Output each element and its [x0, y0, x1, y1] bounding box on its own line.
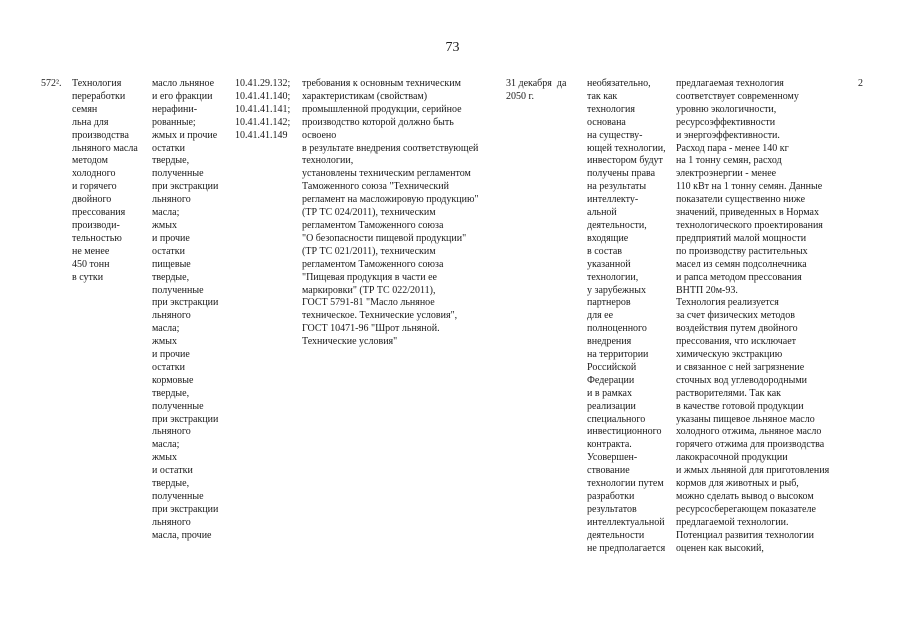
- text-line: специального: [587, 413, 646, 425]
- text-line: в сутки: [72, 271, 104, 283]
- requirements-column: [302, 78, 479, 349]
- text-line: соответствует современному: [676, 90, 799, 102]
- text-line: жмых: [152, 452, 177, 464]
- text-line: масло льняное: [152, 78, 215, 89]
- text-line: "Пищевая продукция в части ее: [302, 271, 437, 283]
- text-line: 31 декабря да: [506, 78, 567, 89]
- justification-column: [676, 78, 829, 556]
- text-line: у зарубежных: [587, 284, 646, 296]
- text-line: масла, прочие: [152, 529, 212, 541]
- text-line: масла;: [152, 439, 180, 451]
- text-line: (ТР ТС 021/2011), техническим: [302, 245, 436, 257]
- text-line: альной: [587, 207, 617, 219]
- text-line: Потенциал развития технологии: [676, 529, 814, 541]
- text-line: льняного: [152, 310, 191, 322]
- text-line: твердые,: [152, 271, 190, 283]
- text-line: Технические условия": [302, 336, 398, 348]
- text-line: остатки: [152, 142, 185, 154]
- products-column: [152, 78, 218, 543]
- text-line: технология: [587, 103, 635, 115]
- text-line: и горячего: [72, 181, 117, 193]
- text-line: технологического проектирования: [676, 219, 823, 231]
- text-line: 2050 г.: [506, 90, 534, 102]
- text-line: основана: [587, 116, 626, 128]
- text-line: при экстракции: [152, 503, 219, 515]
- text-line: сточных вод углеводородными: [676, 374, 807, 386]
- text-line: контракта.: [587, 439, 632, 451]
- text-line: льняного: [152, 194, 191, 206]
- text-line: при экстракции: [152, 297, 219, 309]
- text-line: Технология реализуется: [676, 297, 779, 309]
- text-line: не предполагается: [587, 542, 666, 554]
- text-line: и прочие: [152, 349, 190, 361]
- text-line: растворителями. Так как: [676, 387, 781, 399]
- text-line: ствование: [587, 465, 630, 477]
- text-line: регламентом Таможенного союза: [302, 219, 444, 231]
- text-line: не менее: [72, 245, 110, 257]
- text-line: результатов: [587, 503, 637, 515]
- text-line: технологии,: [587, 271, 639, 283]
- text-line: прессования: [72, 207, 126, 219]
- text-line: 10.41.41.140;: [235, 90, 291, 102]
- text-line: твердые,: [152, 478, 190, 490]
- text-line: в качестве готовой продукции: [676, 400, 804, 412]
- text-line: на результаты: [587, 181, 647, 193]
- text-line: и его фракции: [152, 90, 213, 102]
- text-line: на территории: [587, 349, 649, 361]
- text-line: полученные: [152, 168, 204, 180]
- text-line: нерафини-: [152, 103, 198, 115]
- text-line: показатели существенно ниже: [676, 194, 806, 206]
- text-line: Усовершен-: [587, 452, 638, 464]
- text-line: и жмых льняной для приготовления: [676, 465, 830, 477]
- text-line: льна для: [72, 116, 109, 128]
- text-line: полученные: [152, 400, 204, 412]
- text-line: и остатки: [152, 465, 193, 477]
- text-line: тельностью: [72, 232, 122, 244]
- text-line: Технология: [72, 78, 122, 89]
- text-line: на существу-: [587, 129, 643, 141]
- text-line: регламент на масложировую продукцию": [302, 194, 479, 206]
- text-line: регламентом Таможенного союза: [302, 258, 444, 270]
- text-line: в результате внедрения соответствующей: [302, 142, 479, 154]
- text-line: (ТР ТС 024/2011), техническим: [302, 207, 436, 219]
- text-line: ГОСТ 10471-96 "Шрот льняной.: [302, 323, 440, 335]
- text-line: для ее: [587, 310, 614, 322]
- text-line: значений, приведенных в Нормах: [676, 207, 819, 219]
- text-line: Российской: [587, 361, 637, 373]
- text-line: 10.41.41.141;: [235, 103, 291, 115]
- text-line: холодного отжима, льняное масло: [676, 426, 822, 438]
- text-line: техническое. Технические условия",: [302, 310, 458, 322]
- text-line: производства: [72, 129, 129, 141]
- text-line: жмых и прочие: [152, 129, 218, 141]
- text-line: переработки: [72, 90, 126, 102]
- text-line: жмых: [152, 336, 177, 348]
- technology-name-column: [72, 78, 138, 285]
- text-line: масла;: [152, 207, 180, 219]
- text-line: остатки: [152, 245, 185, 257]
- text-line: лакокрасочной продукции: [676, 452, 788, 464]
- text-line: характеристикам (свойствам): [302, 90, 428, 102]
- text-line: льняного масла: [72, 142, 138, 154]
- text-line: указаны пищевое льняное масло: [676, 413, 815, 425]
- text-line: Расход пара - менее 140 кг: [676, 142, 789, 154]
- text-line: можно сделать вывод о высоком: [676, 491, 814, 502]
- text-line: указанной: [587, 258, 631, 270]
- text-line: 10.41.41.149: [235, 129, 288, 141]
- text-line: полученные: [152, 491, 204, 502]
- text-line: прессования, что исключает: [676, 336, 797, 348]
- text-line: твердые,: [152, 387, 190, 399]
- text-line: кормов для животных и рыб,: [676, 478, 799, 490]
- text-line: масел из семян подсолнечника: [676, 258, 807, 270]
- text-line: предприятий малой мощности: [676, 232, 807, 244]
- text-line: технологии,: [302, 155, 354, 167]
- text-line: интеллекту-: [587, 194, 639, 206]
- okpd-codes-column: [235, 78, 290, 143]
- text-line: полноценного: [587, 323, 647, 335]
- text-line: остатки: [152, 361, 185, 373]
- text-line: полученные: [152, 284, 204, 296]
- text-line: уровню экологичности,: [676, 103, 777, 115]
- text-line: 10.41.29.132;: [235, 78, 291, 89]
- text-line: оценен как высокий,: [676, 542, 764, 554]
- text-line: ВНТП 20м-93.: [676, 284, 738, 296]
- text-line: предлагаемая технология: [676, 78, 784, 89]
- text-line: холодного: [72, 168, 116, 180]
- level-column: 2: [858, 78, 863, 89]
- row-number: 572².: [41, 78, 62, 89]
- text-line: и связанное с ней загрязнение: [676, 361, 805, 373]
- text-line: льняного: [152, 426, 191, 438]
- text-line: внедрения: [587, 336, 632, 348]
- text-line: разработки: [587, 491, 635, 502]
- deadline-column: [506, 78, 566, 104]
- text-line: получены права: [587, 168, 656, 180]
- text-line: входящие: [587, 232, 629, 244]
- text-line: необязательно,: [587, 78, 651, 89]
- text-line: 110 кВт на 1 тонну семян. Данные: [676, 181, 823, 193]
- text-line: так как: [587, 90, 618, 102]
- text-line: промышленной продукции, серийное: [302, 103, 462, 115]
- text-line: требования к основным техническим: [302, 78, 461, 89]
- text-line: реализации: [587, 400, 636, 412]
- text-line: и энергоэффективности.: [676, 129, 780, 141]
- text-line: на 1 тонну семян, расход: [676, 155, 782, 167]
- text-line: ресурсоэффективности: [676, 116, 776, 128]
- text-line: при экстракции: [152, 413, 219, 425]
- text-line: предлагаемой технологии.: [676, 516, 789, 528]
- text-line: методом: [72, 155, 108, 167]
- text-line: рованные;: [152, 116, 196, 128]
- text-line: производство которой должно быть: [302, 116, 454, 128]
- text-line: масла;: [152, 323, 180, 335]
- text-line: Таможенного союза "Технический: [302, 181, 449, 193]
- text-line: и рапса методом прессования: [676, 271, 802, 283]
- page-number: 73: [445, 40, 460, 55]
- text-line: и в рамках: [587, 387, 632, 399]
- text-line: партнеров: [587, 297, 631, 309]
- text-line: твердые,: [152, 155, 190, 167]
- text-line: деятельности,: [587, 219, 647, 231]
- text-line: двойного: [72, 194, 112, 206]
- text-line: воздействия путем двойного: [676, 323, 798, 335]
- text-line: инвестиционного: [587, 426, 662, 438]
- text-line: по производству растительных: [676, 245, 808, 257]
- text-line: горячего отжима для производства: [676, 439, 825, 451]
- text-line: ГОСТ 5791-81 "Масло льняное: [302, 297, 435, 309]
- text-line: при экстракции: [152, 181, 219, 193]
- text-line: семян: [72, 103, 98, 115]
- text-line: и прочие: [152, 232, 190, 244]
- text-line: в состав: [587, 245, 622, 257]
- text-line: освоено: [302, 129, 337, 141]
- text-line: Федерации: [587, 374, 635, 386]
- text-line: установлены техническим регламентом: [302, 168, 471, 180]
- text-line: технологии путем: [587, 478, 664, 490]
- text-line: электроэнергии - менее: [676, 168, 777, 180]
- text-line: кормовые: [152, 374, 194, 386]
- text-line: маркировки" (ТР ТС 022/2011),: [302, 284, 436, 296]
- text-line: за счет физических методов: [676, 310, 795, 322]
- text-line: химическую экстракцию: [676, 349, 783, 361]
- text-line: ющей технологии,: [587, 142, 666, 154]
- text-line: деятельности: [587, 529, 645, 541]
- text-line: льняного: [152, 516, 191, 528]
- text-line: жмых: [152, 219, 177, 231]
- text-line: 450 тонн: [72, 258, 110, 270]
- text-line: пищевые: [152, 258, 191, 270]
- text-line: инвестором будут: [587, 155, 663, 167]
- text-line: "О безопасности пищевой продукции": [302, 232, 467, 244]
- text-line: производи-: [72, 219, 120, 231]
- rights-column: [587, 78, 666, 556]
- text-line: интеллектуальной: [587, 516, 665, 528]
- text-line: ресурсосберегающем показателе: [676, 503, 816, 515]
- text-line: 10.41.41.142;: [235, 116, 291, 128]
